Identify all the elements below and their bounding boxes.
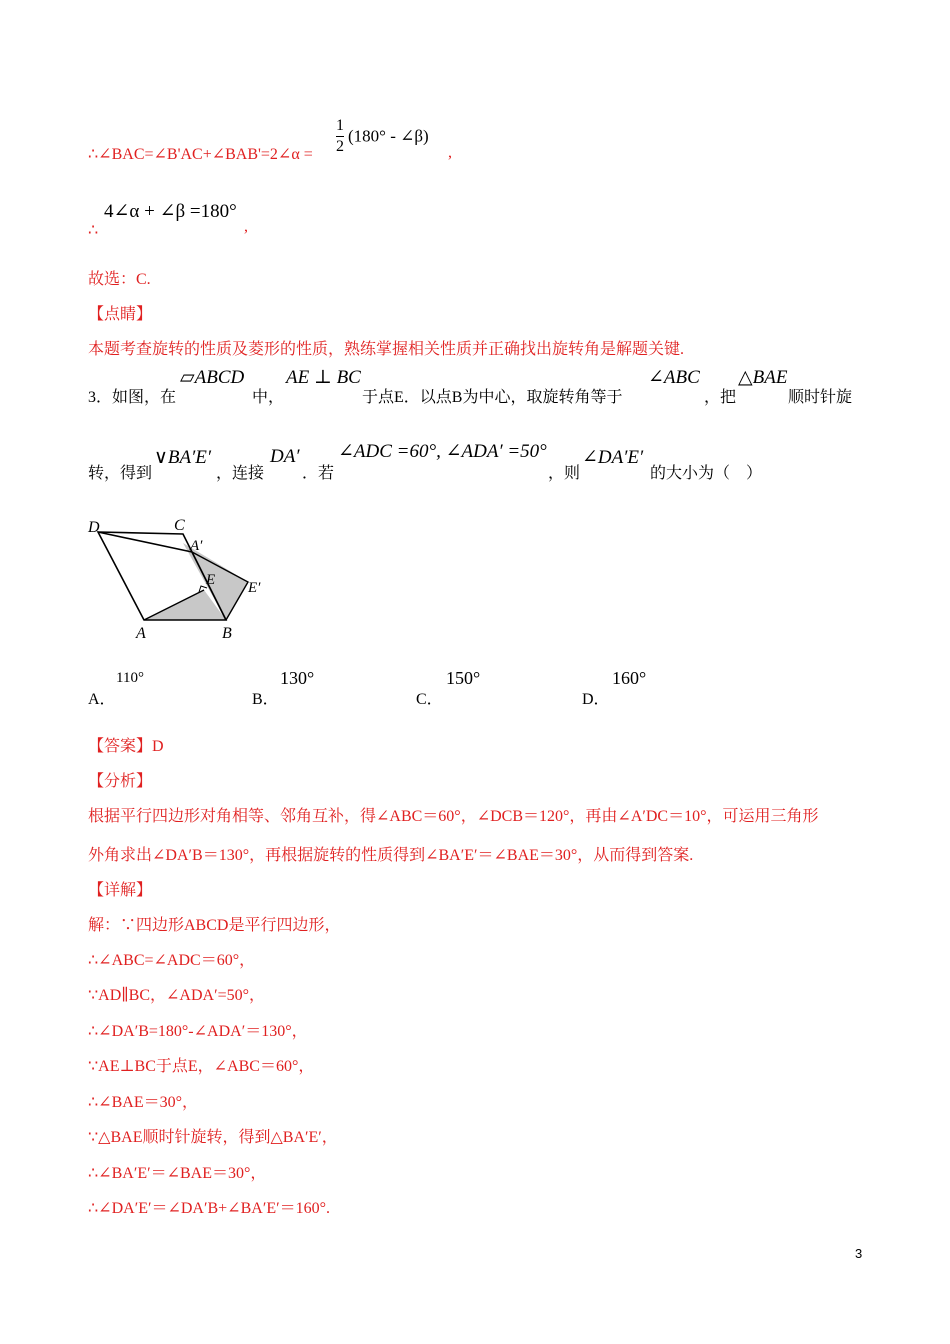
answer-line: 【答案】D — [88, 738, 164, 755]
segment-da1-label: DA′ — [270, 446, 300, 467]
detail-step-3: ∵AD∥BC，∠ADA′=50°， — [88, 987, 266, 1004]
detail-step-6: ∴∠BAE＝30°， — [88, 1094, 198, 1111]
question-text-rotation: 于点E．以点B为中心，取旋转角等于 — [362, 389, 623, 406]
parallelogram-label: ▱ABCD — [180, 367, 245, 388]
option-b-value: 130° — [280, 668, 315, 688]
therefore-mark: ∴ — [88, 222, 99, 239]
option-a-label: A． — [88, 691, 116, 708]
analysis-text-2: 外角求出∠DA′B＝130°，再根据旋转的性质得到∠BA′E′＝∠BAE＝30°，从而得到答案. — [88, 847, 694, 864]
line2-comma: , — [244, 218, 248, 235]
dianjing-text: 本题考查旋转的性质及菱形的性质，熟练掌握相关性质并正确找出旋转角是解题关键. — [88, 341, 685, 358]
analysis-heading: 【分析】 — [88, 773, 153, 790]
label-B: B — [222, 625, 232, 642]
detail-step-9: ∴∠DA′E′＝∠DA′B+∠BA′E′＝160°. — [88, 1200, 330, 1217]
question-text-if: ．若 — [302, 465, 335, 482]
triangle-ba1e1-label: ∨BA′E′ — [154, 447, 212, 468]
detail-step-2: ∴∠ABC=∠ADC＝60°， — [88, 952, 256, 969]
given-angles: ∠ADC =60°, ∠ADA′ =50° — [338, 441, 547, 462]
segment-da1 — [98, 532, 192, 552]
option-c-label: C． — [416, 691, 443, 708]
fraction-half — [336, 118, 344, 155]
fraction-denominator: 2 — [336, 138, 344, 155]
label-C: C — [174, 517, 185, 534]
dianjing-heading: 【点睛】 — [88, 306, 153, 323]
label-A-prime: A′ — [190, 538, 203, 554]
angle-abc-label: ∠ABC — [648, 367, 700, 388]
label-D: D — [88, 519, 100, 536]
question-text-ba: ，把 — [704, 389, 737, 406]
question-text-zhong: 中， — [252, 389, 285, 406]
detail-heading: 【详解】 — [88, 882, 153, 899]
perpendicular-label: AE ⊥ BC — [286, 367, 361, 388]
question-text-size: 的大小为（ ） — [650, 465, 763, 482]
option-d-label: D． — [582, 691, 610, 708]
line1-comma: , — [448, 144, 452, 161]
question-text-get: 转，得到 — [88, 465, 153, 482]
triangle-bae-label: △BAE — [738, 367, 788, 388]
detail-step-7: ∵△BAE顺时针旋转，得到△BA′E′， — [88, 1129, 338, 1146]
equation-4alpha: 4∠α + ∠β =180° — [104, 201, 237, 222]
option-b-label: B． — [252, 691, 279, 708]
analysis-text-1: 根据平行四边形对角相等、邻角互补，得∠ABC＝60°，∠DCB＝120°，再由∠A′DC＝10°，可运用三角形 — [88, 808, 819, 825]
label-E: E — [206, 572, 216, 588]
solution-line-1 — [88, 144, 313, 164]
detail-step-1: 解：∵四边形ABCD是平行四边形， — [88, 917, 341, 934]
fraction-numerator: 1 — [336, 117, 344, 134]
equation-prefix: ∴∠BAC=∠B'AC+∠BAB'=2∠α = — [88, 146, 313, 163]
geometry-figure — [80, 510, 280, 650]
detail-step-8: ∴∠BA′E′＝∠BAE＝30°， — [88, 1165, 267, 1182]
option-c-value: 150° — [446, 668, 481, 688]
fraction-tail: (180° - ∠β) — [348, 126, 429, 146]
label-E-prime: E′ — [248, 580, 261, 596]
choice-statement: 故选：C. — [88, 271, 151, 288]
detail-step-4: ∴∠DA′B=180°-∠ADA′＝130°， — [88, 1023, 308, 1040]
option-d-value: 160° — [612, 668, 647, 688]
question-number: 3．如图，在 — [88, 389, 177, 406]
question-text-then: ，则 — [548, 465, 581, 482]
page-number: 3 — [855, 1246, 863, 1261]
question-text-clockwise: 顺时针旋 — [788, 389, 853, 406]
detail-step-5: ∵AE⊥BC于点E，∠ABC＝60°， — [88, 1058, 315, 1075]
label-A: A — [136, 625, 146, 642]
fraction-expression — [336, 118, 429, 155]
option-a-value: 110° — [116, 670, 144, 686]
angle-da1e1-label: ∠DA′E′ — [582, 447, 644, 468]
question-text-connect: ，连接 — [216, 465, 265, 482]
